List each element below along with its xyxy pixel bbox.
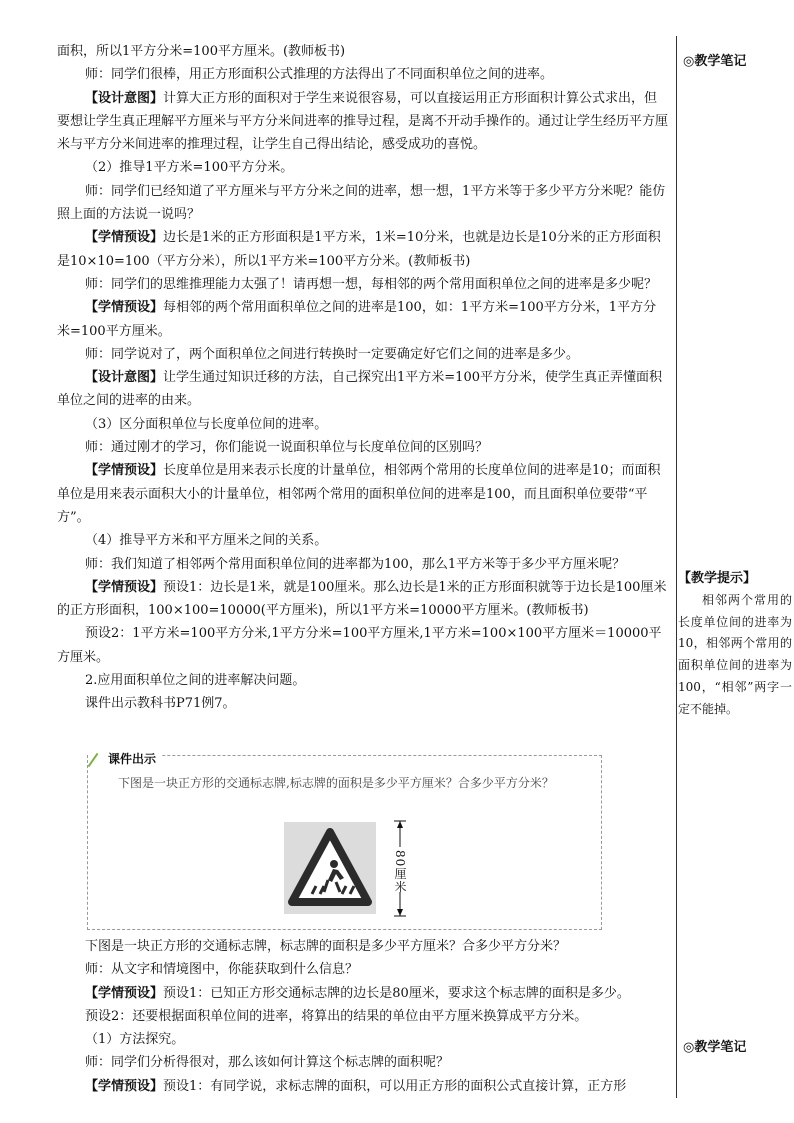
margin-divider — [676, 36, 677, 1098]
paragraph: 师：同学们的思维推理能力太强了！请再想一想，每相邻的两个常用面积单位之间的进率是多少呢？ — [85, 276, 658, 292]
paragraph: 预设2：还要根据面积单位间的进率，将算出的结果的单位由平方厘米换算成平方分米。 — [85, 1008, 588, 1024]
tag-accent-icon — [88, 753, 99, 767]
paragraph: （1）方法探究。 — [85, 1032, 185, 1048]
courseware-problem: 下图是一块正方形的交通标志牌,标志牌的面积是多少平方厘米？合多少平方分米？ — [118, 776, 554, 790]
paragraph: （4）推导平方米和平方厘米之间的关系。 — [85, 533, 328, 549]
paragraph: 师：我们知道了相邻两个常用面积单位间的进率都为100，那么1平方米等于多少平方厘米呢？ — [85, 556, 626, 572]
pedestrian-crossing-sign-icon — [284, 822, 376, 914]
paragraph — [57, 1075, 669, 1098]
paragraph: 课件出示教科书P71例7。 — [85, 696, 236, 712]
paragraph: 预设2：1平方米=100平方分米,1平方分米=100平方厘米,1平方米=100×100平方厘米＝10000平方厘米。 — [57, 626, 662, 665]
paragraph-text: 让学生通过知识迁移的方法，自己探究出1平方米=100平方分米，使学生真正弄懂面积单位之间的进率的由来。 — [57, 370, 662, 409]
courseware-problem-text — [94, 772, 599, 795]
paragraph: 下图是一块正方形的交通标志牌，标志牌的面积是多少平方厘米？合多少平方分米？ — [85, 939, 567, 954]
paragraph: 师：同学们已经知道了平方厘米与平方分米之间的进率，想一想，1平方米等于多少平方分米呢？能仿照上面的方法说一说吗？ — [57, 183, 666, 223]
section-tag: 【设计意图】 — [85, 370, 164, 386]
section-tag: 【学情预设】 — [85, 579, 164, 595]
paragraph — [57, 226, 669, 273]
paragraph-text: 预设1：已知正方形交通标志牌的边长是80厘米，要求这个标志牌的面积是多少。 — [163, 985, 630, 1001]
teaching-notes-heading: ◎教学笔记 — [683, 1040, 747, 1055]
paragraph-text: 边长是1米的正方形面积是1平方米，1米=10分米，也就是边长是10分米的正方形面积是10×10=100（平方分米），所以1平方米=100平方分米。(教师板书) — [57, 230, 661, 269]
lesson-text-top — [57, 40, 669, 716]
paragraph: （3）区分面积单位与长度单位间的进率。 — [85, 416, 328, 432]
section-tag: 【学情预设】 — [85, 300, 164, 316]
paragraph-text: 计算大正方形的面积对于学生来说很容易，可以直接运用正方形面积计算公式求出，但要想让学生真正理解平方厘米与平方分米间进率的推导过程，是离不开动手操作的。通过让学生经历平方厘米与平方分米间进率的推理过程，让学生自己得出结论，感受成功的喜悦。 — [57, 90, 669, 153]
courseware-box — [87, 752, 602, 930]
dimension-label: 80厘米 — [393, 850, 407, 894]
courseware-tag-label: 课件出示 — [108, 752, 157, 766]
paragraph: 面积，所以1平方分米=100平方厘米。(教师板书) — [57, 44, 346, 59]
section-tag: 【设计意图】 — [85, 90, 164, 106]
paragraph-text: 预设1：有同学说，求标志牌的面积，可以用正方形的面积公式直接计算，正方形 — [163, 1078, 627, 1094]
paragraph: 2.应用面积单位之间的进率解决问题。 — [85, 673, 306, 689]
section-tag: 【学情预设】 — [85, 985, 164, 1001]
paragraph-text: 每相邻的两个常用面积单位之间的进率是100，如：1平方米=100平方分米，1平方分米=100平方厘米。 — [57, 300, 657, 339]
teaching-tip-title: 【教学提示】 — [678, 571, 757, 586]
paragraph: 师：通过刚才的学习，你们能说一说面积单位与长度单位间的区别吗？ — [85, 440, 489, 456]
lesson-text-bottom — [57, 935, 669, 1098]
paragraph: 师：同学们分析得很对，那么该如何计算这个标志牌的面积呢？ — [85, 1055, 450, 1071]
paragraph: 师：同学们很棒，用正方形面积公式推理的方法得出了不同面积单位之间的进率。 — [85, 67, 554, 83]
paragraph-text: 预设1：边长是1米，就是100厘米。那么边长是1米的正方形面积就等于边长是100厘米的正方形面积，100×100=10000(平方厘米)，所以1平方米=10000平方厘米。(教师板书) — [57, 579, 667, 619]
paragraph — [57, 296, 669, 343]
paragraph — [57, 982, 669, 1005]
paragraph: （2）推导1平方米=100平方分米。 — [85, 160, 294, 176]
paragraph — [57, 459, 669, 529]
paragraph — [57, 87, 669, 157]
paragraph: 师：从文字和情境图中，你能获取到什么信息？ — [85, 962, 359, 978]
section-tag: 【学情预设】 — [85, 463, 164, 479]
section-tag: 【学情预设】 — [85, 230, 164, 246]
paragraph-text: 长度单位是用来表示长度的计量单位，相邻两个常用的长度单位间的进率是10；而面积单位是用来表示面积大小的计量单位，相邻两个常用的面积单位间的进率是100，而且面积单位要带“平方”。 — [57, 463, 661, 525]
paragraph — [57, 366, 669, 413]
teaching-tip — [678, 568, 792, 721]
section-tag: 【学情预设】 — [85, 1078, 164, 1094]
teaching-notes-heading: ◎教学笔记 — [683, 54, 747, 69]
teaching-tip-body: 相邻两个常用的长度单位间的进率为10，相邻两个常用的面积单位间的进率为100，“相邻”两字一定不能掉。 — [678, 592, 792, 716]
courseware-tag — [88, 750, 162, 770]
paragraph: 师：同学说对了，两个面积单位之间进行转换时一定要确定好它们之间的进率是多少。 — [85, 346, 580, 362]
paragraph — [57, 576, 669, 623]
